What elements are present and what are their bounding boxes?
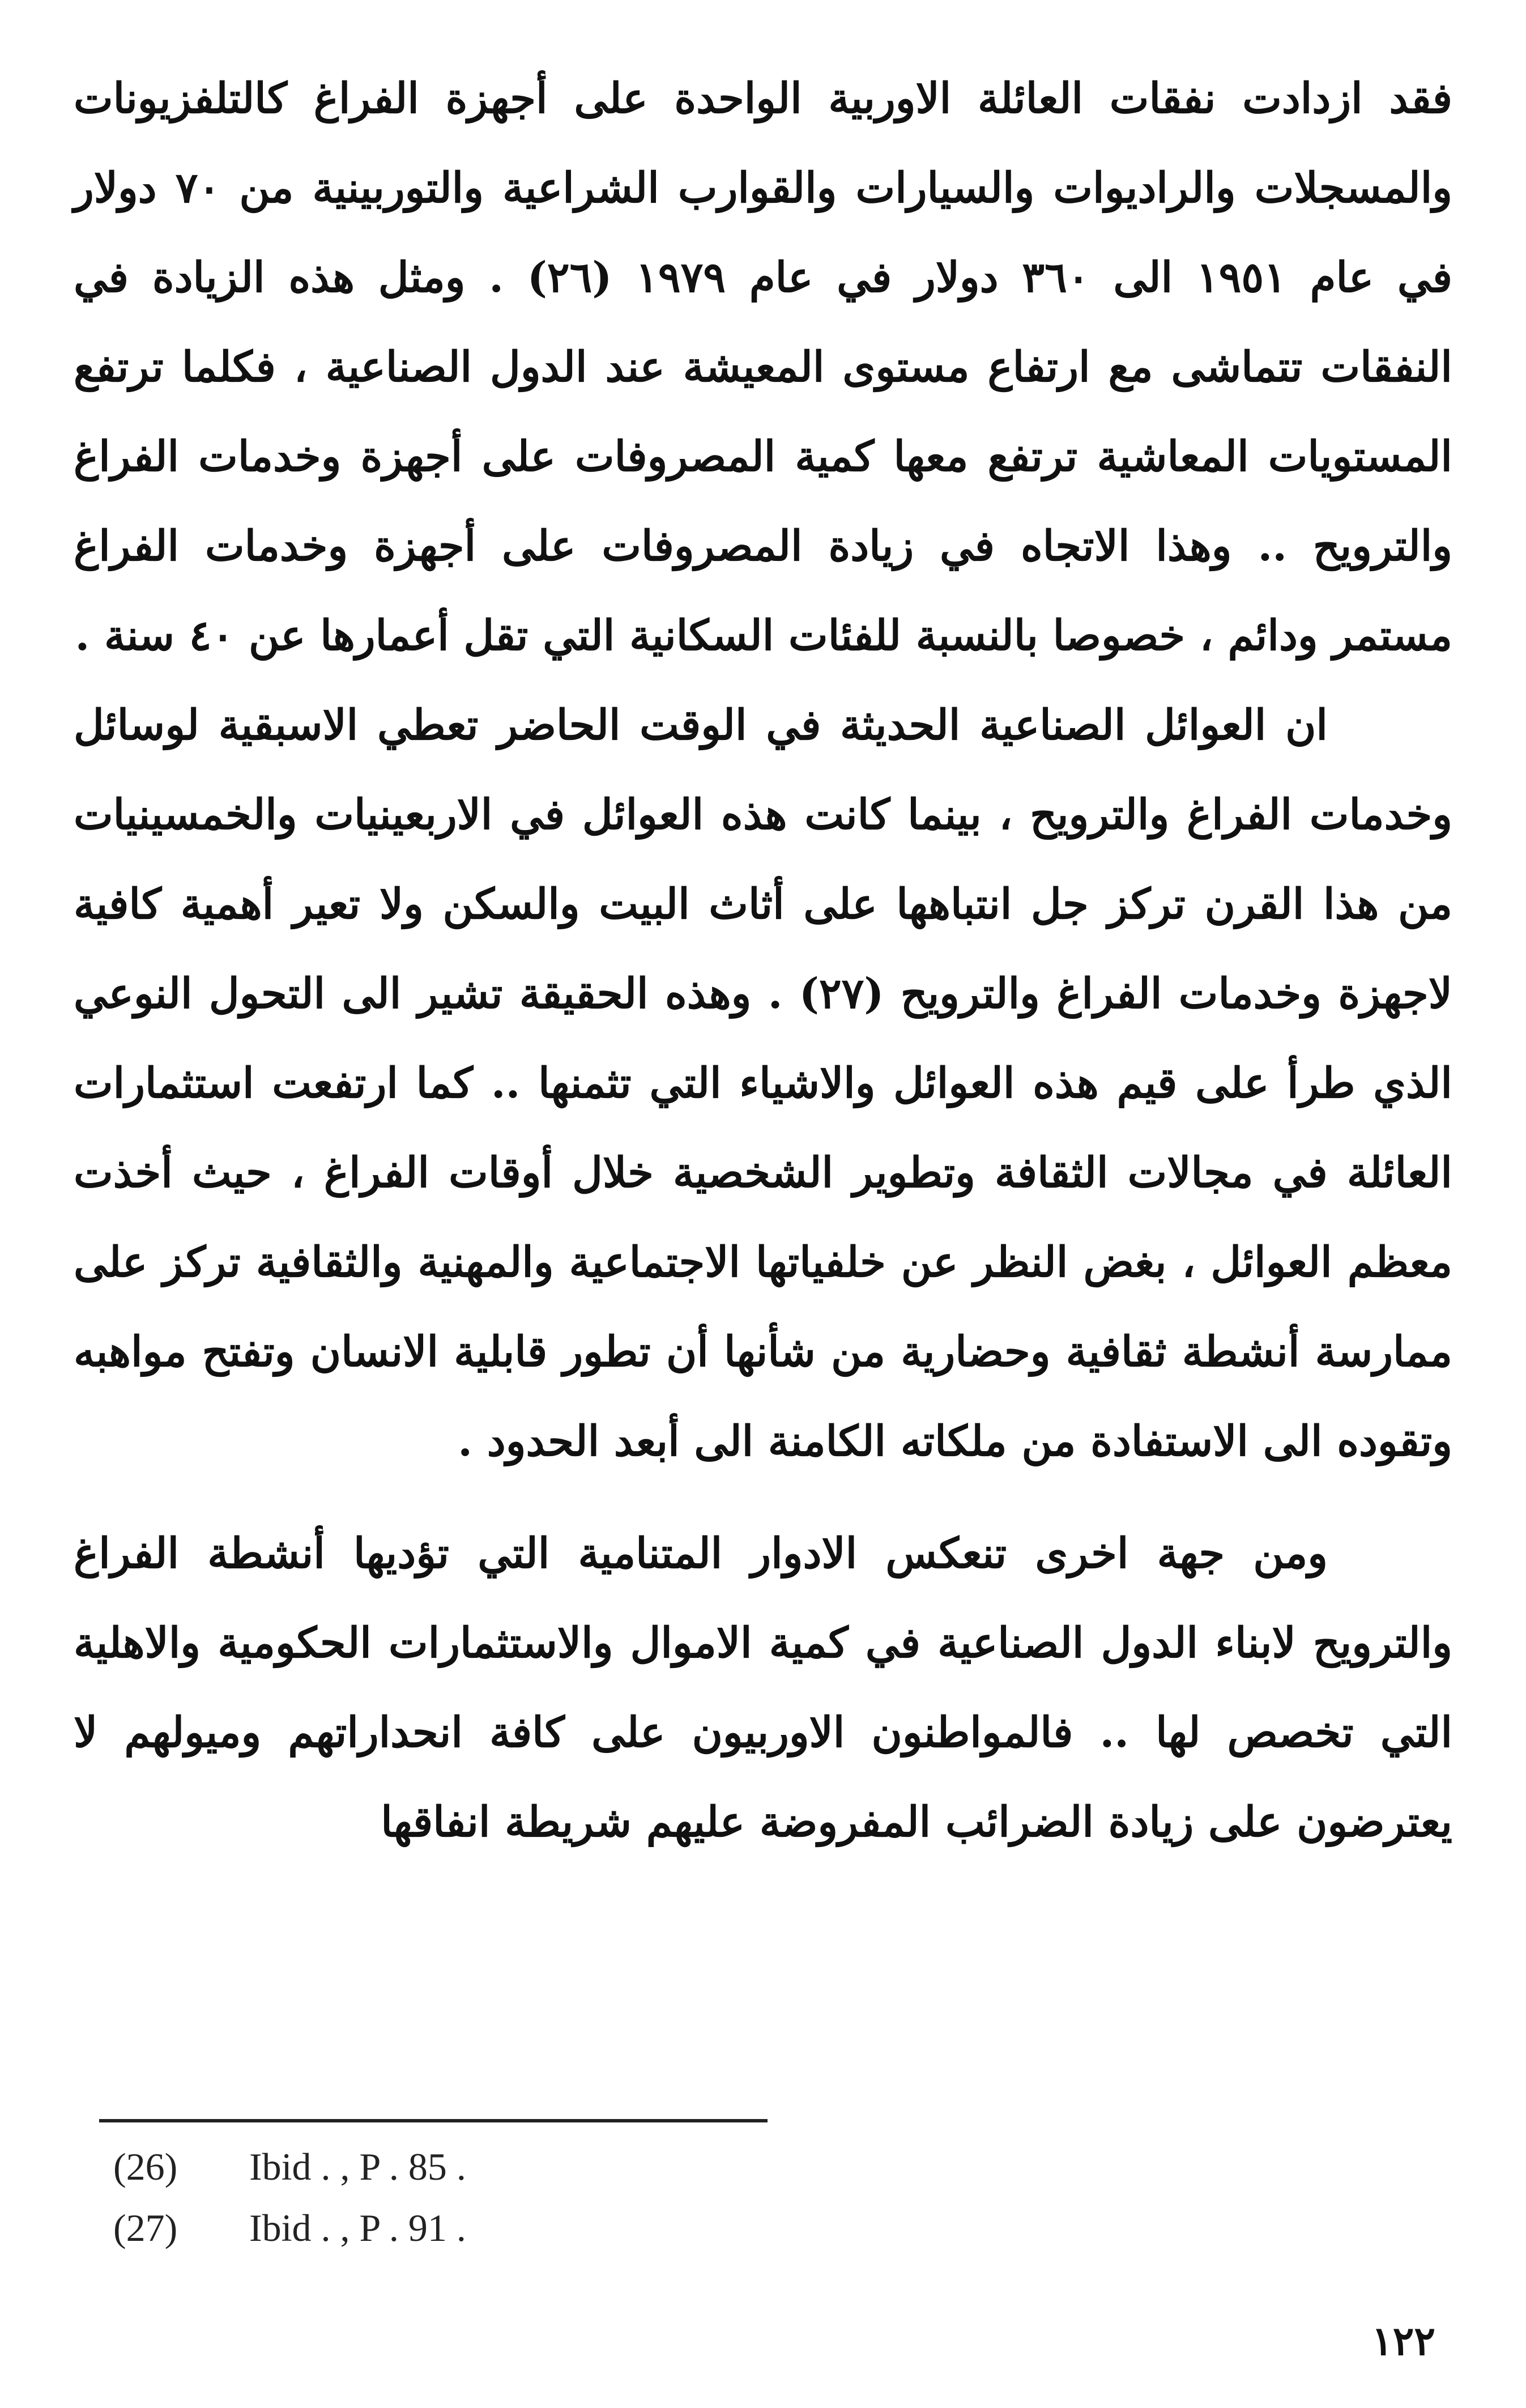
footnote-divider	[99, 2119, 768, 2122]
footnote-27	[113, 2197, 466, 2258]
body-text	[74, 54, 1452, 1867]
footnote-number: (27)	[113, 2206, 178, 2249]
paragraph-2: ان العوائل الصناعية الحديثة في الوقت الحاضر تعطي الاسبقية لوسائل وخدمات الفراغ والترويح ، بينما كانت هذه العوائل في الاربعينيات والخمسينيات من هذا القرن تركز جل انتباهها على أثاث البيت والسكن ولا تعير أهمية كافية لاجهزة وخدمات الفراغ والترويح (٢٧) . وهذه الحقيقة تشير الى التحول النوعي الذي طرأ على قيم هذه العوائل والاشياء التي تثمنها .. كما ارتفعت استثمارات العائلة في مجالات الثقافة وتطوير الشخصية خلال أوقات الفراغ ، حيث أخذت معظم العوائل ، بغض النظر عن خلفياتها الاجتماعية والمهنية والثقافية تركز على ممارسة أنشطة ثقافية وحضارية من شأنها أن تطور قابلية الانسان وتفتح مواهبه وتقوده الى الاستفادة من ملكاته الكامنة الى أبعد الحدود .	[74, 701, 1453, 1466]
footnote-number: (26)	[113, 2145, 178, 2188]
footnotes	[113, 2136, 466, 2258]
paragraph-3: ومن جهة اخرى تنعكس الادوار المتنامية التي تؤديها أنشطة الفراغ والترويح لابناء الدول الصناعية في كمية الاموال والاستثمارات الحكومية والاهلية التي تخصص لها .. فالمواطنون الاوربيون على كافة انحداراتهم وميولهم لا يعترضون على زيادة الضرائب المفروضة عليهم شريطة انفاقها	[74, 1529, 1453, 1847]
paragraph-1: فقد ازدادت نفقات العائلة الاوربية الواحدة على أجهزة الفراغ كالتلفزيونات والمسجلات والراديوات والسيارات والقوارب الشراعية والتوربينية من ٧٠ دولار في عام ١٩٥١ الى ٣٦٠ دولار في عام ١٩٧٩ (٢٦) . ومثل هذه الزيادة في النفقات تتماشى مع ارتفاع مستوى المعيشة عند الدول الصناعية ، فكلما ترتفع المستويات المعاشية ترتفع معها كمية المصروفات على أجهزة وخدمات الفراغ والترويح .. وهذا الاتجاه في زيادة المصروفات على أجهزة وخدمات الفراغ مستمر ودائم ، خصوصا بالنسبة للفئات السكانية التي تقل أعمارها عن ٤٠ سنة .	[74, 74, 1452, 660]
footnote-text: Ibid . , P . 91 .	[249, 2206, 466, 2249]
page-number: ١٢٢	[1371, 2317, 1435, 2364]
footnote-26	[113, 2136, 466, 2197]
footnote-text: Ibid . , P . 85 .	[249, 2145, 466, 2188]
